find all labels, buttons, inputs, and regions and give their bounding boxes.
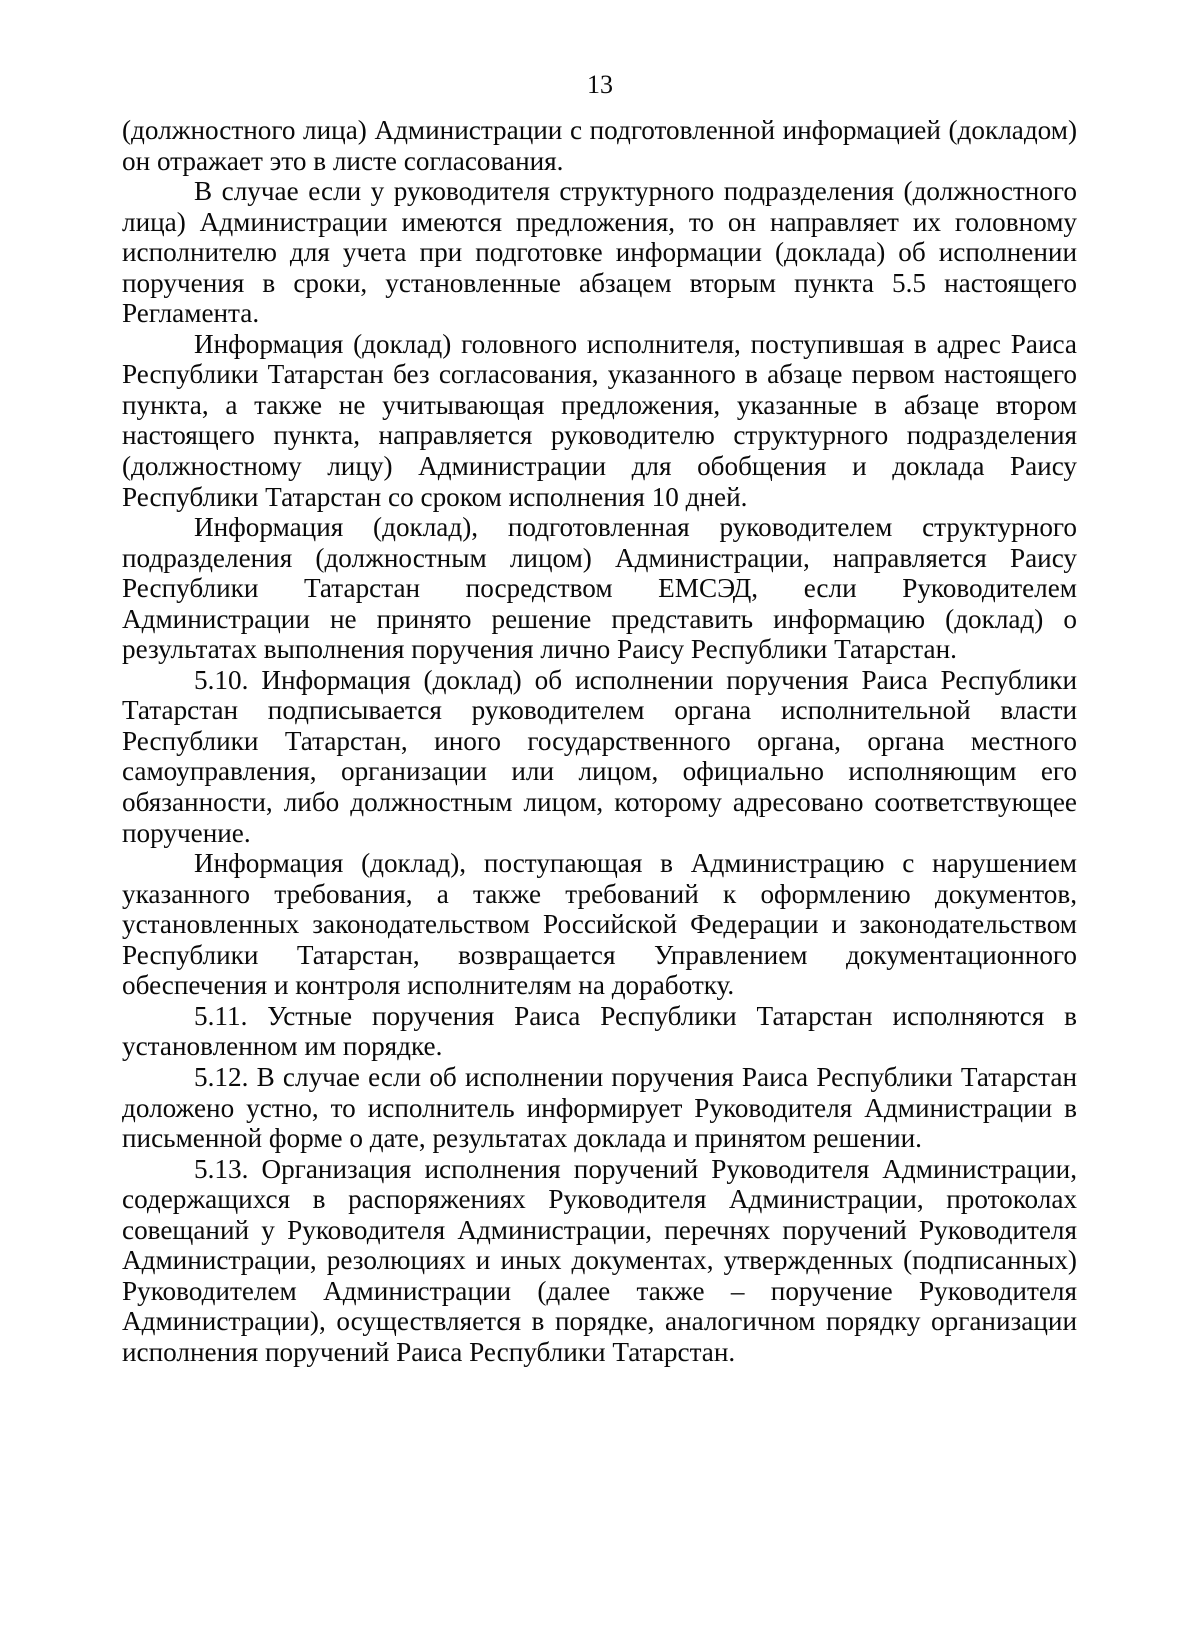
clause-5-10: 5.10. Информация (доклад) об исполнении поручения Раиса Республики Татарстан подписывается руководителем органа исполнительной власти Республики Татарстан, иного государственного органа, органа местного самоуправления, организации или лицом, официально исполняющим его обязанности, либо должностным лицом, которому адресовано соответствующее поручение. <box>122 664 1077 848</box>
paragraph-proposals: В случае если у руководителя структурного подразделения (должностного лица) Администрации имеются предложения, то он направляет их головному исполнителю для учета при подготовке информации (доклада) об исполнении поручения в сроки, установленные абзацем вторым пункта 5.5 настоящего Регламента. <box>122 176 1077 329</box>
clause-5-13: 5.13. Организация исполнения поручений Руководителя Администрации, содержащихся в распоряжениях Руководителя Администрации, протоколах совещаний у Руководителя Администрации, перечнях поручений Руководителя Администрации, резолюциях и иных документах, утвержденных (подписанных) Руководителем Администрации (далее также – поручение Руководителя Администрации), осуществляется в порядке, аналогичном порядку организации исполнения поручений Раиса Республики Татарстан. <box>122 1153 1077 1367</box>
paragraph-continuation: (должностного лица) Администрации с подготовленной информацией (докладом) он отражает это в листе согласования. <box>122 115 1077 176</box>
document-body <box>122 115 1077 1367</box>
paragraph-returned-report: Информация (доклад), поступающая в Администрацию с нарушением указанного требования, а также требований к оформлению документов, установленных законодательством Российской Федерации и законодательством Республики Татарстан, возвращается Управлением документационного обеспечения и контроля исполнителям на доработку. <box>122 848 1077 1001</box>
clause-5-11: 5.11. Устные поручения Раиса Республики Татарстан исполняются в установленном им порядке. <box>122 1000 1077 1062</box>
page-number: 13 <box>587 70 613 99</box>
paragraph-emsed-report: Информация (доклад), подготовленная руководителем структурного подразделения (должностным лицом) Администрации, направляется Раису Республики Татарстан посредством ЕМСЭД, если Руководителем Администрации не принято решение представить информацию (доклад) о результатах выполнения поручения лично Раису Республики Татарстан. <box>122 512 1077 665</box>
clause-5-12: 5.12. В случае если об исполнении поручения Раиса Республики Татарстан доложено устно, то исполнитель информирует Руководителя Администрации в письменной форме о дате, результатах доклада и принятом решении. <box>122 1061 1077 1154</box>
paragraph-unapproved-report: Информация (доклад) головного исполнителя, поступившая в адрес Раиса Республики Татарстан без согласования, указанного в абзаце первом настоящего пункта, а также не учитывающая предложения, указанные в абзаце втором настоящего пункта, направляется руководителю структурного подразделения (должностному лицу) Администрации для обобщения и доклада Раису Республики Татарстан со сроком исполнения 10 дней. <box>122 328 1077 512</box>
